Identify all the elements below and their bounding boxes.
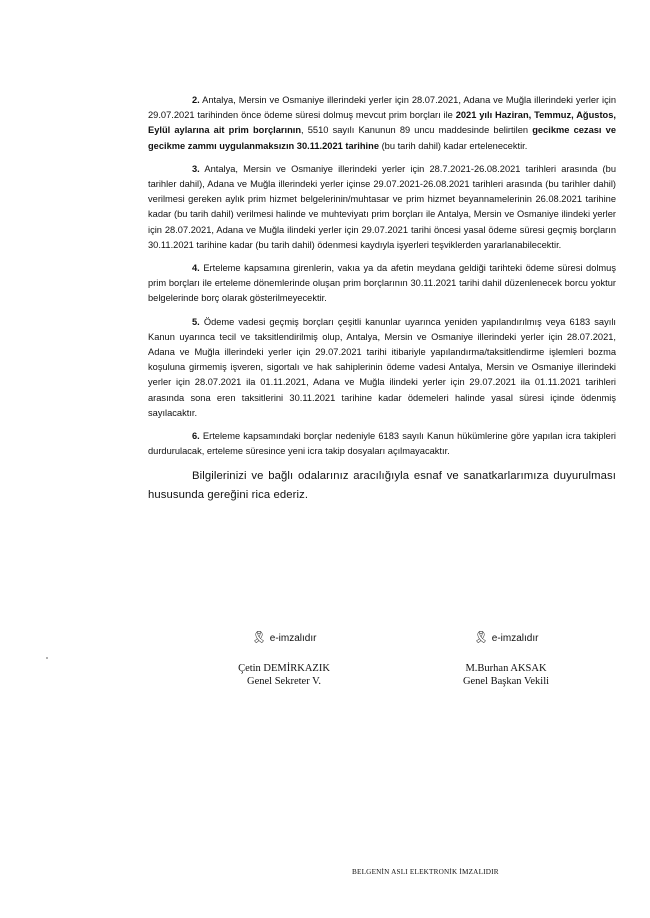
numbered-paragraph <box>148 162 616 253</box>
numbered-paragraph <box>148 261 616 307</box>
closing-paragraph: Bilgilerinizi ve bağlı odalarınız aracılığıyla esnaf ve sanatkarlarımıza duyurulması hususunda gereğini rica ederiz. <box>148 470 616 502</box>
paragraph-number: 5. <box>192 316 200 327</box>
paragraph-text: Ödeme vadesi geçmiş borçları çeşitli kanunlar uyarınca yeniden yapılandırılmış veya 6183 sayılı Kanun uyarınca tecil ve taksitlendirilmiş olup, Antalya, Mersin ve Osmaniye illerindeki yerler için 28.07.2021, Adana ve Muğla illerindeki yerler için 29.07.2021 tarihi itibariyle yapılandırma/taksitlendirme işlemleri bozma koşuluna girmemiş işveren, sigortalı ve hak sahiplerinin ödeme vadesi Antalya, Mersin ve Osmaniye illerindeki yerler için 28.07.2021 ila 01.11.2021, Adana ve Muğla ilindeki yerler için 29.07.2021 ila 01.11.2021 tarihleri arasında sona eren taksitlerini 30.11.2021 tarihine kadar ödemeleri halinde yasal süresi içinde ödenmiş sayılacaktır. <box>148 316 616 418</box>
emphasized-text: gecikme cezası ve gecikme zammı uygulanmaksızın 30.11.2021 tarihine <box>148 125 616 151</box>
e-signature-label: e-imzalıdır <box>269 633 317 644</box>
paragraph-number: 3. <box>192 163 200 174</box>
signature-block-left <box>224 630 344 688</box>
paragraph-text: Erteleme kapsamına girenlerin, vakıa ya da afetin meydana geldiği tarihteki ödeme süresi dolmuş prim borçları ile erteleme dönemlerinde oluşan prim borçlarının 30.11.2021 tarihi dahil düzenlenecek borcu yoktur belgelerinde borç olarak gösterilmeyecektir. <box>148 263 616 304</box>
e-signature-mark <box>224 630 344 644</box>
signatory-title: Genel Sekreter V. <box>247 676 321 687</box>
ribbon-pen-icon: 🎗 <box>251 630 267 644</box>
paragraph-number: 2. <box>192 95 200 105</box>
numbered-paragraph <box>148 429 616 459</box>
paragraph-text: Antalya, Mersin ve Osmaniye illerindeki yerler için 28.07.2021, Adana ve Muğla illerindeki yerler için 29.07.2021 tarihinden önce ödeme süresi dolmuş mevcut prim borçları ile <box>148 95 616 121</box>
signatory-name: Çetin DEMİRKAZIK <box>238 663 330 674</box>
footer-note: BELGENİN ASLI ELEKTRONİK İMZALIDIR <box>352 868 499 876</box>
scan-speck <box>46 657 48 659</box>
paragraph-text: , 5510 sayılı Kanunun 89 uncu maddesinde belirtilen <box>301 125 533 136</box>
e-signature-label: e-imzalıdır <box>491 633 539 644</box>
numbered-paragraph <box>148 93 616 154</box>
numbered-paragraph <box>148 315 616 421</box>
paragraph-text: (bu tarih dahil) kadar ertelenecektir. <box>378 140 528 151</box>
emphasized-text: 2021 yılı Haziran, Temmuz, Ağustos, Eylül aylarına ait prim borçlarının <box>148 110 616 136</box>
paragraph-number: 6. <box>192 431 200 442</box>
signature-block-right <box>446 630 566 688</box>
signatory-title: Genel Başkan Vekili <box>462 676 550 687</box>
signatory-name: M.Burhan AKSAK <box>465 663 547 674</box>
paragraph-number: 4. <box>192 263 200 274</box>
e-signature-mark <box>446 630 566 644</box>
ribbon-pen-icon: 🎗 <box>473 630 489 644</box>
paragraph-list <box>148 93 616 459</box>
paragraph-text: Erteleme kapsamındaki borçlar nedeniyle 6183 sayılı Kanun hükümlerine göre yapılan icra takipleri durdurulacak, erteleme süresince yeni icra takip dosyaları açılmayacaktır. <box>148 431 616 457</box>
paragraph-text: Antalya, Mersin ve Osmaniye illerindeki yerler için 28.7.2021-26.08.2021 tarihleri arasında (bu tarihler dahil), Adana ve Muğla illerindeki yerler içinse 29.07.2021-26.08.2021 tarihleri arasında (bu tarihler dahil) verilmesi gereken aylık prim hizmet belgelerinin/muhtasar ve prim hizmet beyannamelerinin 26.08.2021 tarihine kadar (bu tarih dahil) verilmesi halinde ve muhteviyatı prim borçları ile Antalya, Mersin ve Osmaniye ilindeki yerler için 28.07.2021, Adana ve Muğla ilindeki yerler için 29.07.2021 tarihi öncesi yasal ödeme süresi geçmiş borçların 30.11.2021 tarihine kadar (bu tarih dahil) ödenmesi kaydıyla işyerleri teşviklerden yararlanabilecektir. <box>148 163 616 250</box>
document-body <box>148 93 616 505</box>
